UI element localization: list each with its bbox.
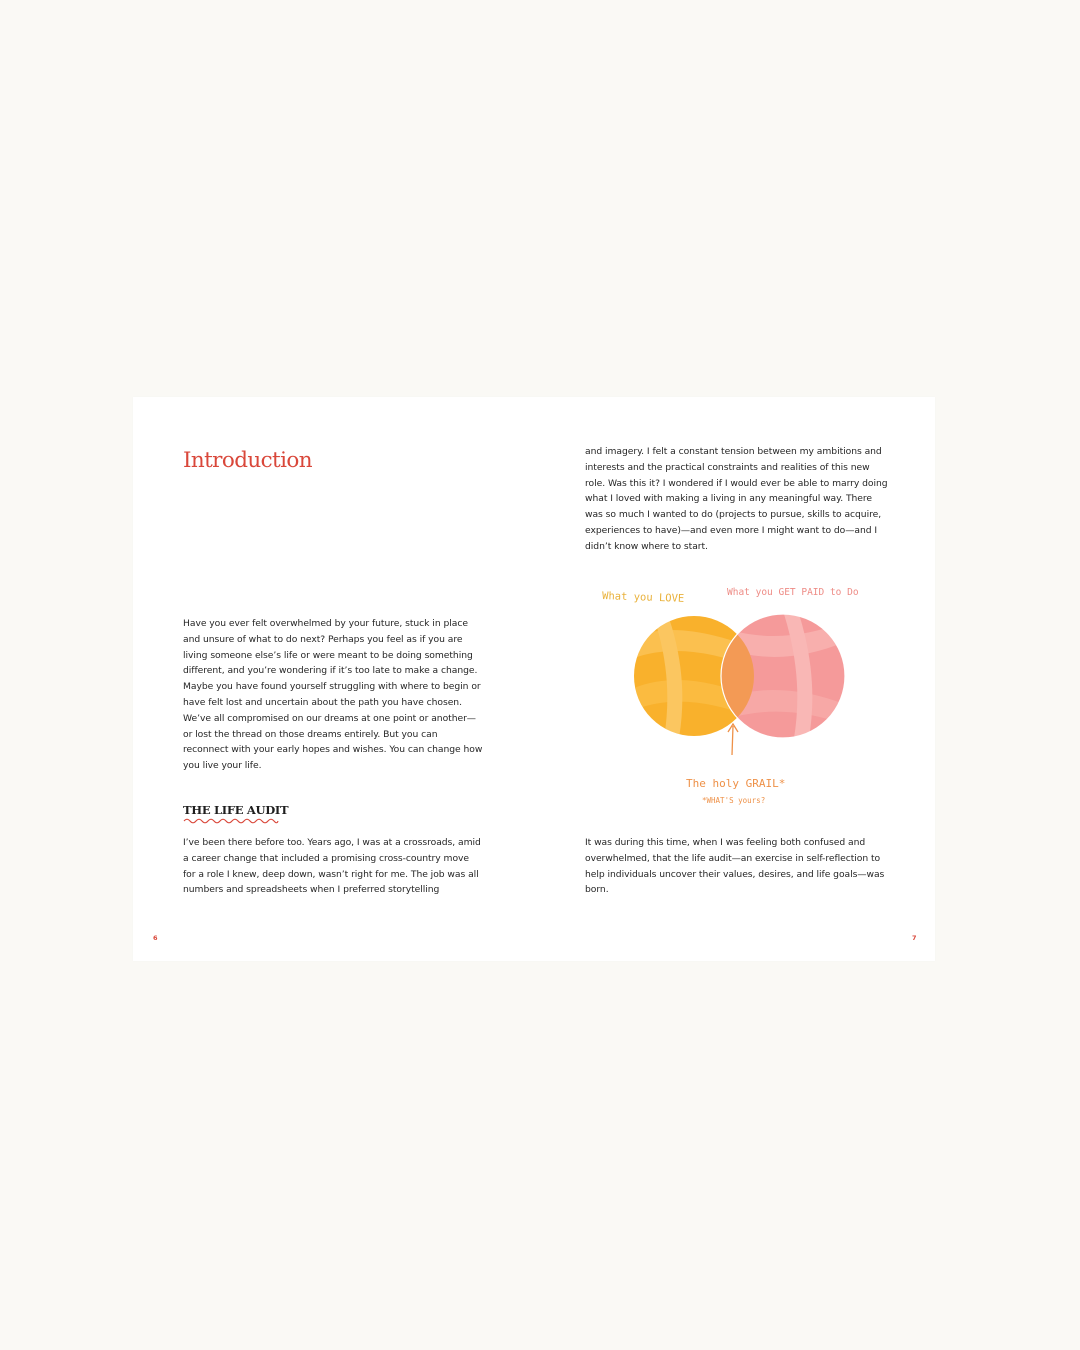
right-page xyxy=(534,397,935,961)
closing-paragraph: It was during this time, when I was feeling both confused and overwhelmed, that the life audit—an exercise in self-reflection to help individuals uncover their values, desires, and life goals—was born. xyxy=(585,837,885,896)
page-number: 6 xyxy=(153,934,158,942)
section-heading: THE LIFE AUDIT xyxy=(183,803,289,817)
label-paid: What you GET PAID to Do xyxy=(727,587,859,598)
intro-paragraph: Have you ever felt overwhelmed by your future, stuck in place and unsure of what to do next? Perhaps you feel as if you are living someone else’s life or were meant to be doing something different, and you’re wondering if it’s too late to make a change. Maybe you have found yourself struggling with where to begin or have felt lost and uncertain about the path you have chosen. We’ve all compromised on our dreams at one point or another—or lost the thread on those dreams entirely. But you can reconnect with your early hopes and wishes. You can change how you live your life. xyxy=(183,618,483,772)
continued-paragraph: and imagery. I felt a constant tension between my ambitions and interests and the practical constraints and realities of this new role. Was this it? I wondered if I would ever be able to marry doing what I loved with making a living in any meaningful way. There was so much I wanted to do (projects to pursue, skills to acquire, experiences to have)—and even more I might want to do—and I didn’t know where to start. xyxy=(585,446,888,552)
book-spread xyxy=(133,397,935,961)
label-love: What you LOVE xyxy=(601,590,685,605)
squiggle-underline xyxy=(183,817,279,824)
label-grail: The holy GRAIL* xyxy=(686,777,786,790)
label-yours: *WHAT'S yours? xyxy=(702,796,766,805)
chapter-title: Introduction xyxy=(183,448,312,473)
life-audit-paragraph: I’ve been there before too. Years ago, I was at a crossroads, amid a career change that included a promising cross-country move for a role I knew, deep down, wasn’t right for me. The job was all numbers and spreadsheets when I preferred storytelling xyxy=(183,837,481,896)
page-number: 7 xyxy=(912,934,917,942)
left-page xyxy=(133,397,534,961)
venn-diagram xyxy=(594,578,886,818)
arrow-icon xyxy=(728,724,738,755)
